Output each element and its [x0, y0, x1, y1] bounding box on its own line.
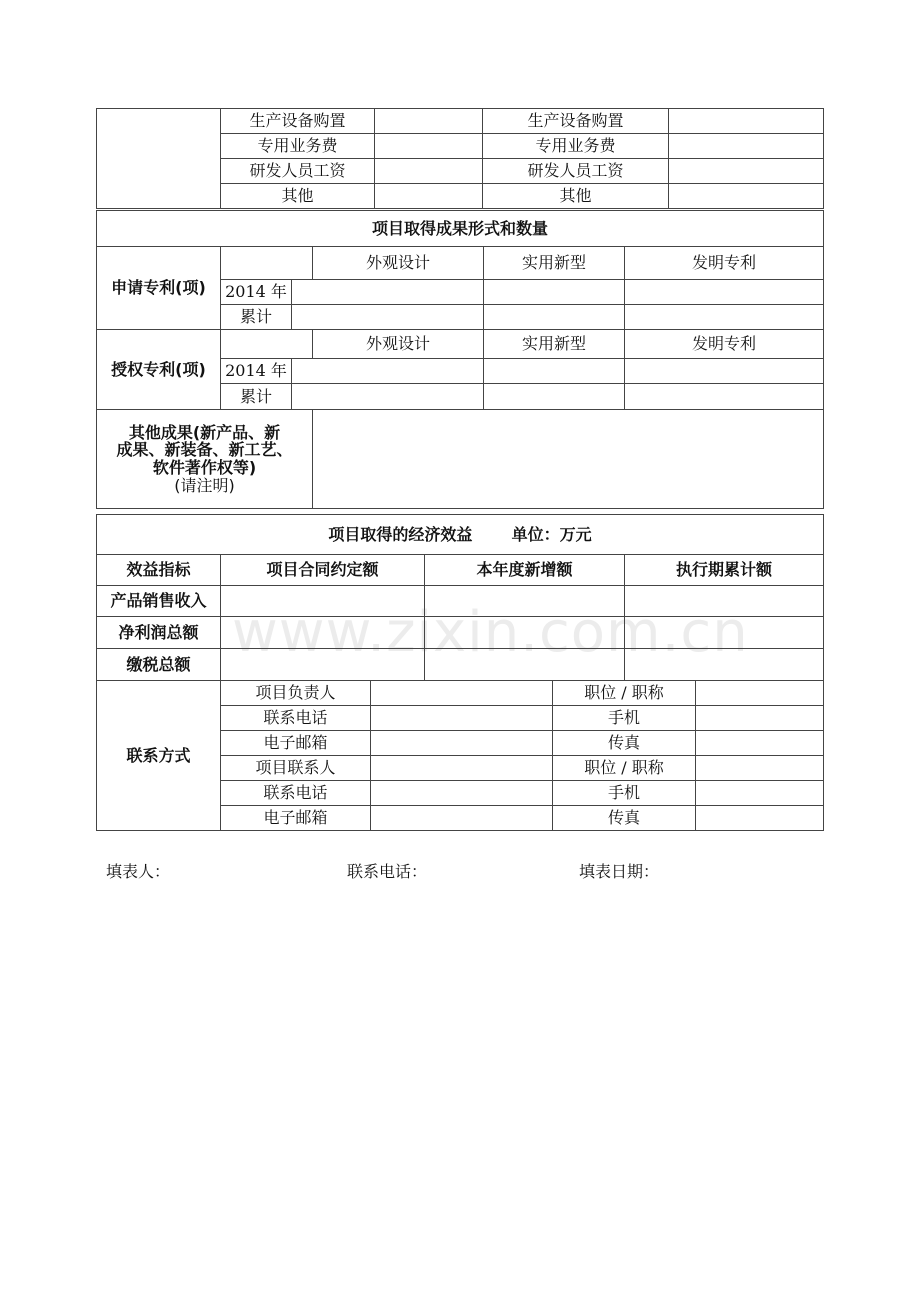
econ-row-profit: 净利润总额 — [97, 617, 221, 649]
economic-table — [96, 514, 824, 681]
cumulative-label: 累计 — [221, 384, 292, 410]
contact-left-value[interactable] — [371, 781, 553, 806]
achievements-table — [96, 210, 824, 509]
expense-left-label: 专用业务费 — [221, 134, 375, 159]
contact-right-label: 职位 / 职称 — [553, 681, 696, 706]
econ-col-indicator: 效益指标 — [97, 555, 221, 586]
expense-right-label: 研发人员工资 — [483, 159, 669, 184]
granted-year-invention[interactable] — [625, 359, 824, 384]
granted-cum-design[interactable] — [292, 384, 484, 410]
contact-left-label: 项目联系人 — [221, 756, 371, 781]
econ-tax-new[interactable] — [425, 649, 625, 681]
contact-left-label: 项目负责人 — [221, 681, 371, 706]
expense-right-label: 专用业务费 — [483, 134, 669, 159]
expense-right-value[interactable] — [669, 184, 824, 209]
contact-right-value[interactable] — [696, 781, 824, 806]
contact-table — [96, 680, 824, 831]
contact-left-label: 联系电话 — [221, 781, 371, 806]
cumulative-label: 累计 — [221, 305, 292, 330]
expense-left-label: 其他 — [221, 184, 375, 209]
expense-left-value[interactable] — [375, 184, 483, 209]
expense-category-cell — [97, 109, 221, 209]
econ-profit-new[interactable] — [425, 617, 625, 649]
other-label-line: (请注明) — [174, 475, 235, 495]
contact-left-label: 电子邮箱 — [221, 731, 371, 756]
economic-title-row — [97, 515, 824, 555]
econ-sales-new[interactable] — [425, 586, 625, 617]
contact-label: 联系方式 — [97, 681, 221, 831]
contact-right-label: 传真 — [553, 806, 696, 831]
econ-profit-contract[interactable] — [221, 617, 425, 649]
econ-row-sales: 产品销售收入 — [97, 586, 221, 617]
contact-right-label: 手机 — [553, 781, 696, 806]
granted-year-design[interactable] — [292, 359, 484, 384]
econ-tax-cumulative[interactable] — [625, 649, 824, 681]
contact-left-value[interactable] — [371, 806, 553, 831]
contact-left-value[interactable] — [371, 731, 553, 756]
expense-right-value[interactable] — [669, 109, 824, 134]
applied-cum-design[interactable] — [292, 305, 484, 330]
other-achievements-value[interactable] — [313, 410, 824, 509]
applied-year-utility[interactable] — [484, 280, 625, 305]
contact-right-value[interactable] — [696, 756, 824, 781]
granted-patents-label: 授权专利(项) — [97, 330, 221, 410]
econ-profit-cumulative[interactable] — [625, 617, 824, 649]
econ-row-tax: 缴税总额 — [97, 649, 221, 681]
footer-date: 填表日期： — [579, 862, 660, 881]
economic-title: 项目取得的经济效益 — [328, 524, 473, 544]
economic-unit: 单位：万元 — [511, 524, 592, 544]
patent-col-utility: 实用新型 — [484, 330, 625, 359]
econ-col-contract: 项目合同约定额 — [221, 555, 425, 586]
contact-left-value[interactable] — [371, 681, 553, 706]
footer-filler: 填表人： — [106, 862, 171, 881]
contact-right-value[interactable] — [696, 706, 824, 731]
econ-sales-cumulative[interactable] — [625, 586, 824, 617]
patent-header-blank — [221, 330, 313, 359]
econ-col-cumulative: 执行期累计额 — [625, 555, 824, 586]
applied-cum-utility[interactable] — [484, 305, 625, 330]
contact-right-label: 职位 / 职称 — [553, 756, 696, 781]
econ-tax-contract[interactable] — [221, 649, 425, 681]
patent-header-blank — [221, 247, 313, 280]
footer-phone: 联系电话： — [347, 862, 428, 881]
expense-right-label: 其他 — [483, 184, 669, 209]
patent-col-design: 外观设计 — [313, 330, 484, 359]
econ-sales-contract[interactable] — [221, 586, 425, 617]
watermark: www.zixin.com.cn — [232, 600, 749, 665]
patent-col-invention: 发明专利 — [625, 330, 824, 359]
granted-cum-invention[interactable] — [625, 384, 824, 410]
contact-right-value[interactable] — [696, 806, 824, 831]
expense-left-value[interactable] — [375, 159, 483, 184]
granted-year-utility[interactable] — [484, 359, 625, 384]
econ-col-new: 本年度新增额 — [425, 555, 625, 586]
expense-left-label: 生产设备购置 — [221, 109, 375, 134]
patent-col-invention: 发明专利 — [625, 247, 824, 280]
contact-left-label: 电子邮箱 — [221, 806, 371, 831]
expense-table — [96, 108, 824, 209]
applied-year-invention[interactable] — [625, 280, 824, 305]
expense-right-label: 生产设备购置 — [483, 109, 669, 134]
patent-col-utility: 实用新型 — [484, 247, 625, 280]
applied-year-design[interactable] — [292, 280, 484, 305]
contact-left-value[interactable] — [371, 756, 553, 781]
achievements-title: 项目取得成果形式和数量 — [97, 211, 824, 247]
other-label-line: 其他成果(新产品、新 — [128, 422, 281, 442]
expense-right-value[interactable] — [669, 134, 824, 159]
applied-patents-label: 申请专利(项) — [97, 247, 221, 330]
granted-cum-utility[interactable] — [484, 384, 625, 410]
other-label-line: 成果、新装备、新工艺、 — [116, 440, 293, 460]
contact-right-value[interactable] — [696, 681, 824, 706]
expense-left-label: 研发人员工资 — [221, 159, 375, 184]
contact-left-label: 联系电话 — [221, 706, 371, 731]
contact-left-value[interactable] — [371, 706, 553, 731]
applied-cum-invention[interactable] — [625, 305, 824, 330]
other-achievements-label — [97, 410, 313, 509]
patent-col-design: 外观设计 — [313, 247, 484, 280]
expense-right-value[interactable] — [669, 159, 824, 184]
expense-left-value[interactable] — [375, 134, 483, 159]
year-label: 2014 年 — [221, 280, 292, 305]
contact-right-label: 手机 — [553, 706, 696, 731]
contact-right-value[interactable] — [696, 731, 824, 756]
contact-right-label: 传真 — [553, 731, 696, 756]
other-label-line: 软件著作权等) — [152, 458, 257, 477]
expense-left-value[interactable] — [375, 109, 483, 134]
year-label: 2014 年 — [221, 359, 292, 384]
